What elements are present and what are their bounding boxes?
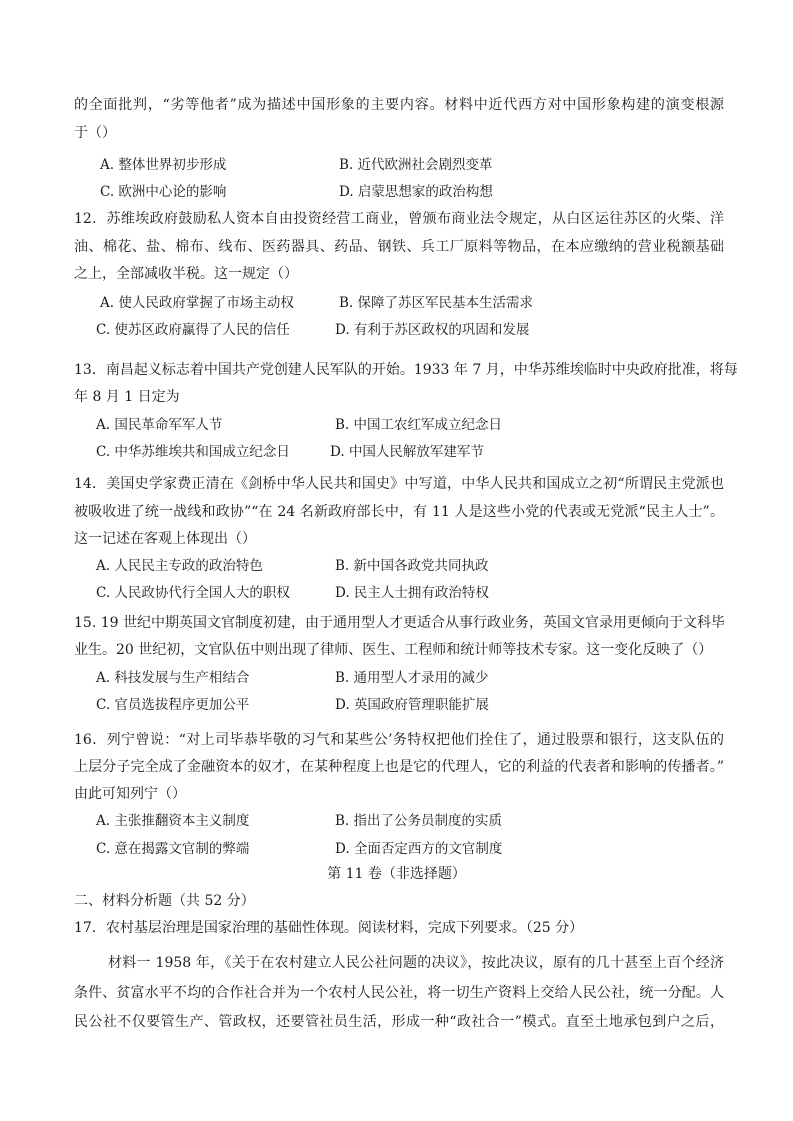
q15-stem-line-2: 业生。20 世纪初，文官队伍中则出现了律师、医生、工程师和统计师等技术专家。这一变化反映了（） bbox=[74, 642, 713, 658]
q14-option-a: A. 人民民主专政的政治特色 bbox=[96, 558, 263, 574]
q11-stem-line-2: 于（） bbox=[74, 125, 116, 141]
q12-option-d: D. 有利于苏区政权的巩固和发展 bbox=[335, 322, 530, 338]
volume-title: 第 11 卷（非选择题） bbox=[327, 866, 466, 882]
q15-option-c: C. 官员选拔程序更加公平 bbox=[96, 697, 250, 713]
q14-option-b: B. 新中国各政党共同执政 bbox=[335, 558, 489, 574]
q13-option-c: C. 中华苏维埃共和国成立纪念日 bbox=[96, 444, 290, 460]
q15-option-a: A. 科技发展与生产相结合 bbox=[96, 670, 250, 686]
q16-stem-line-1: 16．列宁曾说：“对上司毕恭毕敬的习气和某些公’务特权把他们拴住了，通过股票和银行，这支队伍的 bbox=[74, 732, 724, 748]
q13-option-b: B. 中国工农红军成立纪念日 bbox=[335, 417, 503, 433]
q16-option-d: D. 全面否定西方的文官制度 bbox=[335, 841, 503, 857]
q11-option-a: A. 整体世界初步形成 bbox=[100, 157, 227, 173]
q13-option-d: D. 中国人民解放军建军节 bbox=[330, 444, 484, 460]
q11-option-c: C. 欧洲中心论的影响 bbox=[100, 184, 227, 200]
q14-option-c: C. 人民政协代行全国人大的职权 bbox=[96, 585, 290, 601]
q11-stem-line-1: 的全面批判，“劣等他者”成为描述中国形象的主要内容。材料中近代西方对中国形象构建的演变根源 bbox=[74, 97, 724, 113]
q17-material-line-3: 民公社不仅要管生产、管政权，还要管社员生活，形成一种“政社合一”模式。直至土地承包到户之后， bbox=[74, 1014, 724, 1030]
q17-stem: 17．农村基层治理是国家治理的基础性体现。阅读材料，完成下列要求。（25 分） bbox=[74, 920, 584, 936]
q12-option-b: B. 保障了苏区军民基本生活需求 bbox=[339, 295, 534, 311]
q14-stem-line-2: 被吸收进了统一战线和政协”“在 24 名新政府部长中，有 11 人是这些小党的代表或无党派“民主人士”。 bbox=[74, 504, 724, 520]
q17-material-line-1: 材料一 1958 年，《关于在农村建立人民公社问题的决议》，按此决议，原有的几十甚至上百个经济 bbox=[108, 955, 724, 971]
q11-option-d: D. 启蒙思想家的政治构想 bbox=[339, 184, 493, 200]
q16-option-c: C. 意在揭露文官制的弊端 bbox=[96, 841, 250, 857]
q12-stem-line-2: 油、棉花、盐、棉布、线布、医药器具、药品、钢铁、兵工厂原料等物品，在本应缴纳的营业税额基础 bbox=[74, 239, 724, 255]
q12-option-a: A. 使人民政府掌握了市场主动权 bbox=[100, 295, 294, 311]
q15-option-b: B. 通用型人才录用的减少 bbox=[335, 670, 489, 686]
q13-stem-line-1: 13．南昌起义标志着中国共产党创建人民军队的开始。1933 年 7 月，中华苏维埃临时中央政府批准，将每 bbox=[74, 362, 738, 378]
q12-stem-line-3: 之上，全部减收半税。这一规定（） bbox=[74, 266, 298, 282]
section-title: 二、材料分析题（共 52 分） bbox=[74, 893, 255, 909]
q16-option-a: A. 主张推翻资本主义制度 bbox=[96, 813, 250, 829]
q16-stem-line-3: 由此可知列宁（） bbox=[74, 786, 186, 802]
q16-stem-line-2: 上层分子完全成了金融资本的奴才，在某种程度上也是它的代理人，它的利益的代表者和影响的传播者。” bbox=[74, 759, 724, 775]
q12-stem-line-1: 12．苏维埃政府鼓励私人资本自由投资经营工商业，曾颁布商业法令规定，从白区运往苏区的火柴、洋 bbox=[74, 211, 724, 227]
q16-option-b: B. 指出了公务员制度的实质 bbox=[335, 813, 503, 829]
q14-stem-line-1: 14．美国史学家费正清在《剑桥中华人民共和国史》中写道，中华人民共和国成立之初“所谓民主党派也 bbox=[74, 476, 724, 492]
q11-option-b: B. 近代欧洲社会剧烈变革 bbox=[339, 157, 493, 173]
q14-stem-line-3: 这一记述在客观上体现出（） bbox=[74, 531, 256, 547]
q13-option-a: A. 国民革命军军人节 bbox=[96, 417, 223, 433]
q14-option-d: D. 民主人士拥有政治特权 bbox=[335, 585, 489, 601]
q12-option-c: C. 使苏区政府赢得了人民的信任 bbox=[96, 322, 290, 338]
q13-stem-line-2: 年 8 月 1 日定为 bbox=[74, 389, 180, 405]
q15-option-d: D. 英国政府管理职能扩展 bbox=[335, 697, 489, 713]
q17-material-line-2: 条件、贫富水平不均的合作社合并为一个农村人民公社，将一切生产资料上交给人民公社，统一分配。人 bbox=[74, 985, 724, 1001]
q15-stem-line-1: 15. 19 世纪中期英国文官制度初建，由于通用型人才更适合从事行政业务，英国文官录用更倾向于文科毕 bbox=[74, 615, 725, 631]
